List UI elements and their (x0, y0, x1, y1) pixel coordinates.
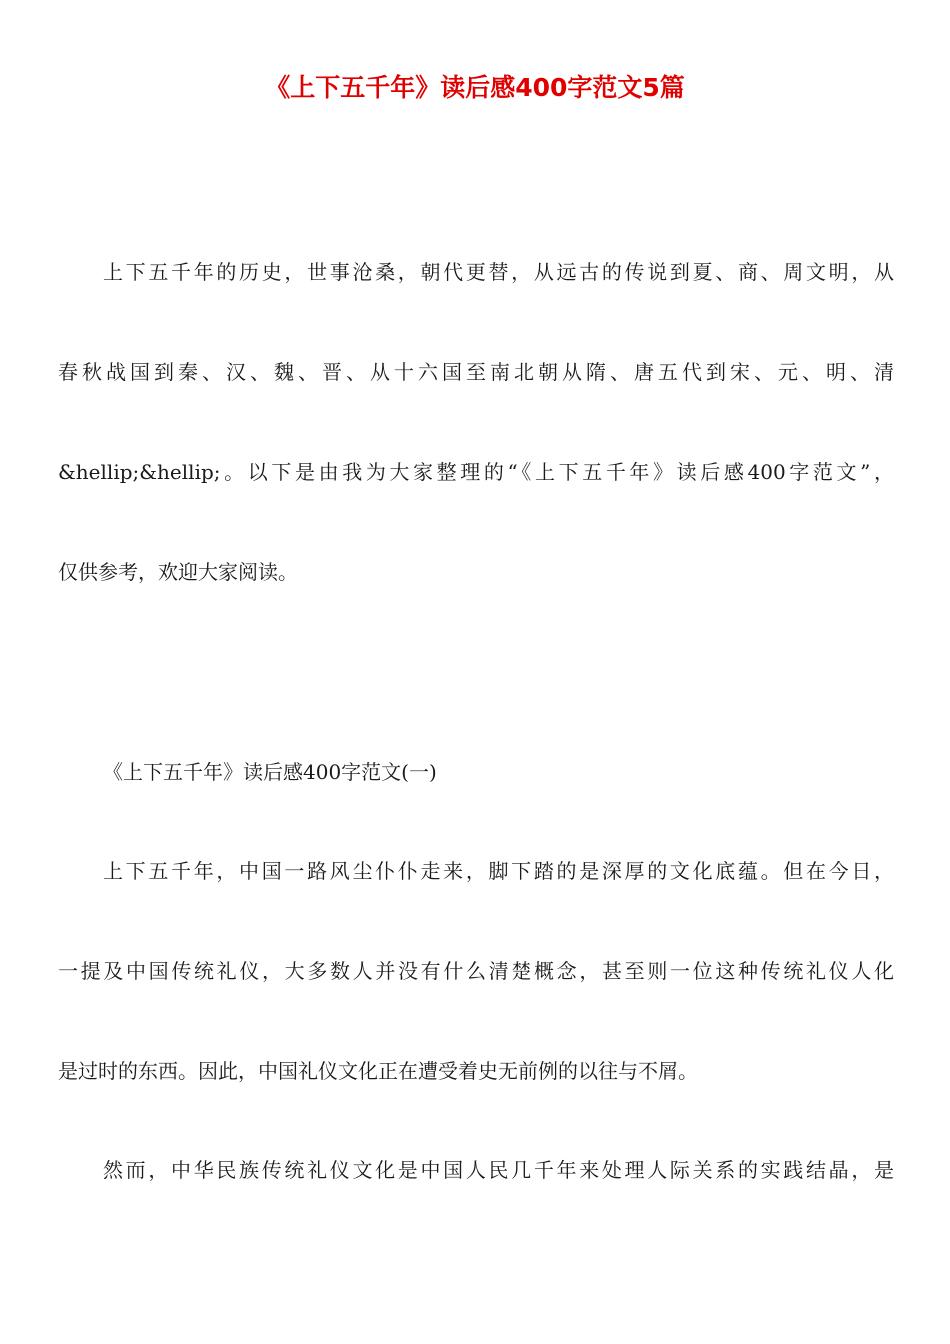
para1-line-1: 上下五千年，中国一路风尘仆仆走来，脚下踏的是深厚的文化底蕴。但在今日， (103, 859, 894, 883)
document-title: 《上下五千年》读后感400字范文5篇 (265, 73, 685, 102)
para1-line-3: 是过时的东西。因此，中国礼仪文化正在遭受着史无前例的以往与不屑。 (58, 1059, 698, 1083)
intro-line-1: 上下五千年的历史，世事沧桑，朝代更替，从远古的传说到夏、商、周文明，从 (103, 260, 894, 284)
intro-line-2: 春秋战国到秦、汉、魏、晋、从十六国至南北朝从隋、唐五代到宋、元、明、清 (58, 360, 894, 384)
intro-line-3: &hellip;&hellip;。以下是由我为大家整理的“《上下五千年》读后感400字范文”， (58, 460, 894, 484)
intro-line-4: 仅供参考，欢迎大家阅读。 (58, 560, 298, 584)
section-heading: 《上下五千年》读后感400字范文(一) (103, 760, 437, 784)
para2-line-1: 然而，中华民族传统礼仪文化是中国人民几千年来处理人际关系的实践结晶，是 (103, 1158, 894, 1182)
para1-line-2: 一提及中国传统礼仪，大多数人并没有什么清楚概念，甚至则一位这种传统礼仪人化 (58, 959, 894, 983)
